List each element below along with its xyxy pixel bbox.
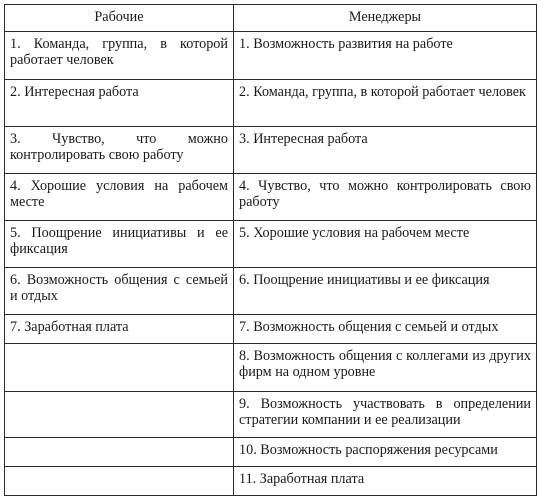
motivation-factors-table: [4, 4, 537, 496]
managers-cell: 1. Возможность развития на работе: [234, 32, 537, 80]
workers-cell: 7. Заработная плата: [5, 315, 234, 344]
table-row: [5, 315, 537, 344]
workers-cell-empty: [5, 392, 234, 438]
managers-cell: 6. Поощрение инициативы и ее фиксация: [234, 268, 537, 315]
workers-cell: 4. Хорошие условия на рабочем месте: [5, 174, 234, 221]
workers-cell-empty: [5, 344, 234, 392]
workers-cell-empty: [5, 438, 234, 467]
managers-cell: 2. Команда, группа, в которой работает человек: [234, 80, 537, 127]
workers-cell: 6. Возможность общения с семьей и отдых: [5, 268, 234, 315]
table-row: [5, 438, 537, 467]
managers-cell: 7. Возможность общения с семьей и отдых: [234, 315, 537, 344]
table-row: [5, 32, 537, 80]
table-row: [5, 467, 537, 496]
managers-cell: 10. Возможность распоряжения ресурсами: [234, 438, 537, 467]
managers-cell: 9. Возможность участвовать в определении стратегии компании и ее реализации: [234, 392, 537, 438]
table-row: [5, 221, 537, 268]
table-row: [5, 268, 537, 315]
workers-cell-empty: [5, 467, 234, 496]
header-managers: Менеджеры: [234, 5, 537, 32]
managers-cell: 11. Заработная плата: [234, 467, 537, 496]
managers-cell: 4. Чувство, что можно контролировать свою работу: [234, 174, 537, 221]
table-header-row: [5, 5, 537, 32]
managers-cell: 3. Интересная работа: [234, 127, 537, 174]
managers-cell: 5. Хорошие условия на рабочем месте: [234, 221, 537, 268]
table-row: [5, 80, 537, 127]
managers-cell: 8. Возможность общения с коллегами из других фирм на одном уровне: [234, 344, 537, 392]
table-row: [5, 174, 537, 221]
workers-cell: 2. Интересная работа: [5, 80, 234, 127]
workers-cell: 1. Команда, группа, в которой работает человек: [5, 32, 234, 80]
workers-cell: 5. Поощрение инициативы и ее фиксация: [5, 221, 234, 268]
workers-cell: 3. Чувство, что можно контролировать свою работу: [5, 127, 234, 174]
table-row: [5, 392, 537, 438]
header-workers: Рабочие: [5, 5, 234, 32]
table-row: [5, 344, 537, 392]
table-row: [5, 127, 537, 174]
